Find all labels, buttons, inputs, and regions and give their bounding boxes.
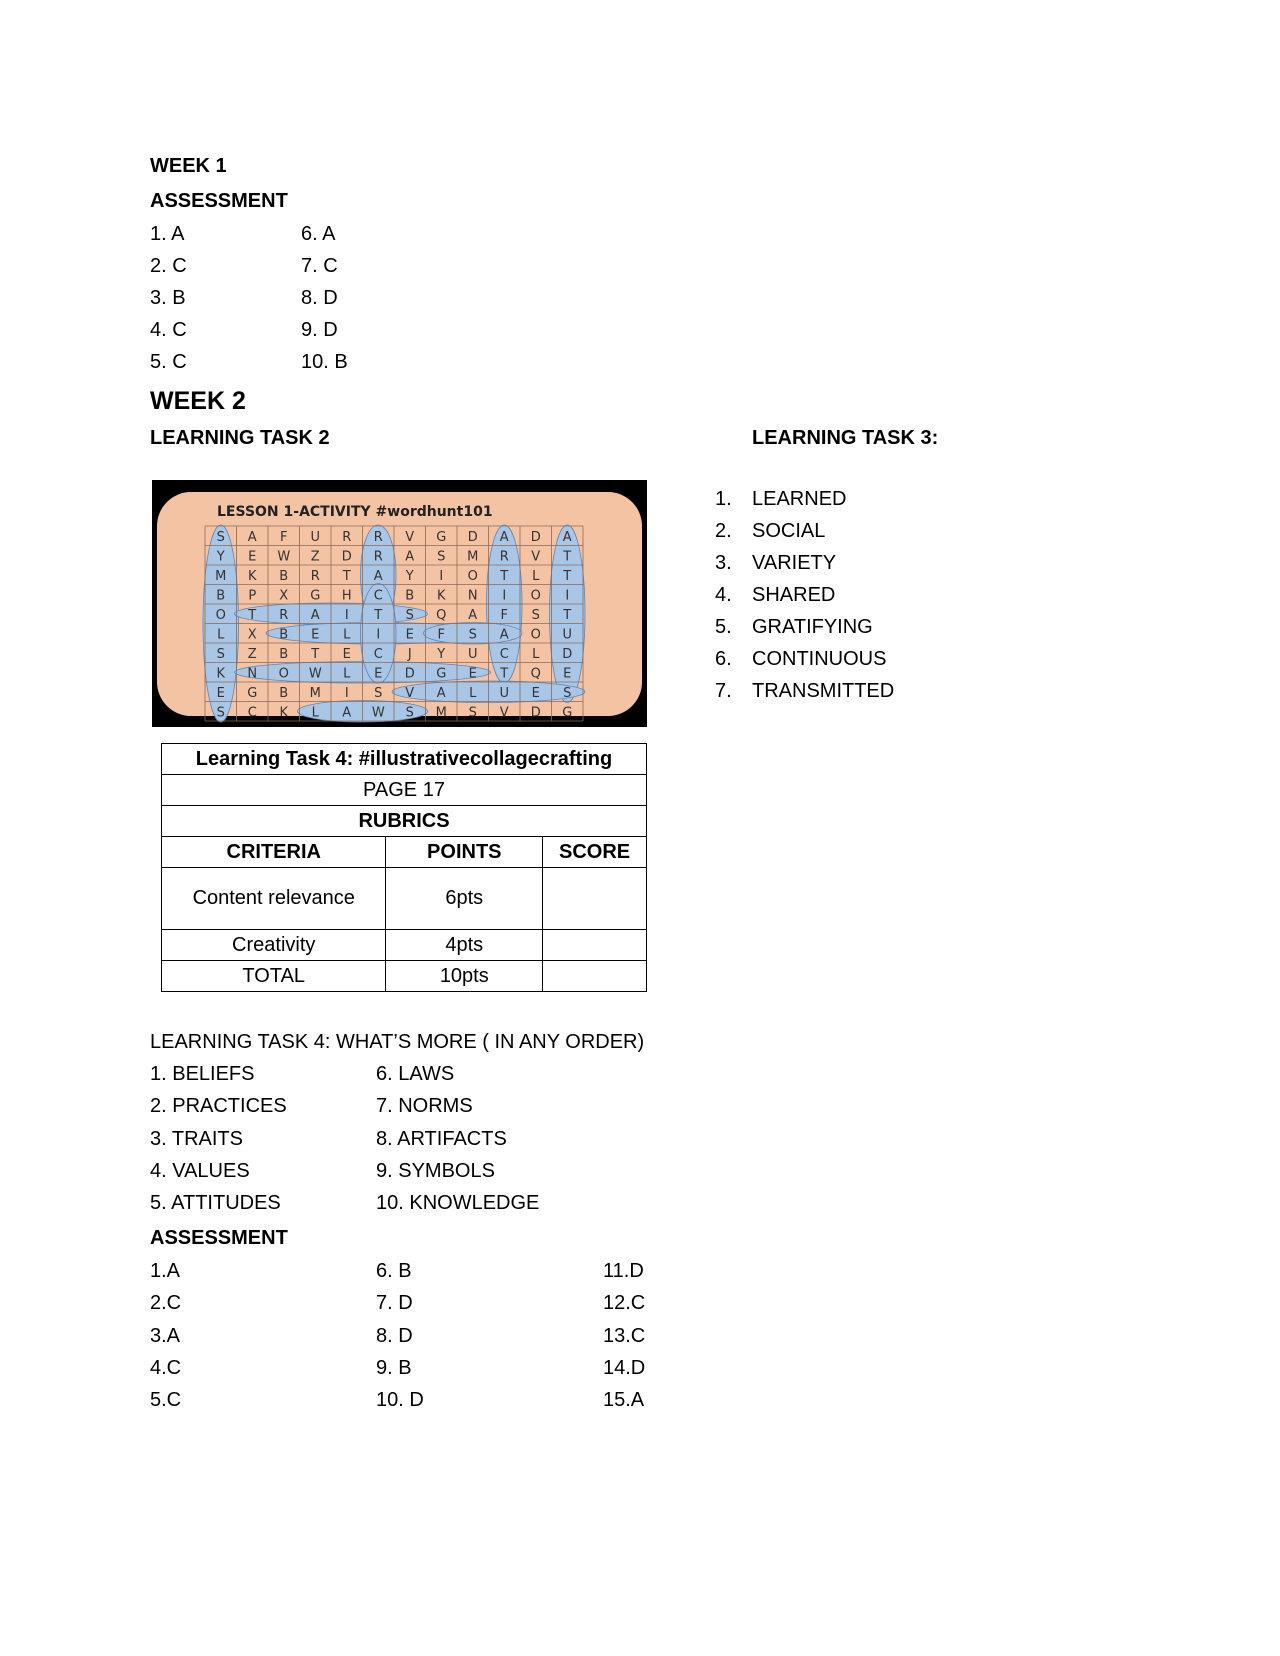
grid-letter: S <box>531 607 540 623</box>
list-value: GRATIFYING <box>752 616 873 638</box>
assessment-col1 <box>150 1255 181 1416</box>
grid-letter: M <box>435 705 447 721</box>
grid-letter: K <box>279 705 289 721</box>
grid-letter: T <box>311 646 320 662</box>
grid-letter: F <box>500 607 508 623</box>
grid-letter: E <box>374 666 383 682</box>
grid-letter: W <box>277 549 291 565</box>
list-item: 3. TRAITS <box>150 1127 243 1150</box>
grid-letter: L <box>469 685 477 701</box>
grid-letter: T <box>248 607 257 623</box>
list-number: 1. <box>715 488 732 510</box>
learning-task-2-heading: LEARNING TASK 2 <box>150 427 330 449</box>
grid-letter: X <box>279 588 289 604</box>
answer-item: 8. D <box>301 287 338 309</box>
grid-letter: A <box>468 607 478 623</box>
grid-letter: L <box>311 705 319 721</box>
week1-answers-col1 <box>150 218 187 378</box>
assessment-col3 <box>603 1255 645 1416</box>
grid-letter: T <box>563 607 572 623</box>
grid-letter: Q <box>530 666 541 682</box>
grid-letter: T <box>500 666 509 682</box>
grid-letter: I <box>502 588 507 604</box>
answer-item: 10. B <box>301 351 348 373</box>
answer-item: 13.C <box>603 1324 646 1347</box>
list-item: 7. NORMS <box>376 1095 473 1118</box>
whats-more-col2 <box>376 1058 539 1219</box>
header-score: SCORE <box>543 837 647 868</box>
answer-item: 11.D <box>603 1260 644 1282</box>
grid-letter: C <box>247 705 257 721</box>
grid-letter: Z <box>310 549 320 565</box>
answer-item: 3. B <box>150 287 186 309</box>
grid-letter: G <box>247 685 258 701</box>
rubric-table <box>161 743 647 992</box>
grid-letter: U <box>467 646 478 662</box>
answer-item: 8. D <box>376 1324 413 1347</box>
answer-item: 5. C <box>150 351 187 373</box>
grid-letter: V <box>405 685 415 701</box>
score-cell <box>543 930 647 961</box>
answer-item: 5.C <box>150 1389 182 1412</box>
assessment-col2 <box>376 1255 424 1416</box>
list-item: 10. KNOWLEDGE <box>376 1192 540 1215</box>
grid-letter: E <box>405 627 414 643</box>
points-cell: 6pts <box>386 868 543 930</box>
grid-letter: L <box>217 627 225 643</box>
grid-letter: C <box>499 646 509 662</box>
answer-item: 1.A <box>150 1260 181 1282</box>
list-item: 8. ARTIFACTS <box>376 1127 507 1150</box>
grid-letter: I <box>439 568 444 584</box>
grid-letter: M <box>467 549 479 565</box>
grid-letter: S <box>468 627 477 643</box>
score-cell <box>543 868 647 930</box>
grid-letter: N <box>247 666 258 682</box>
grid-letter: L <box>532 568 540 584</box>
grid-letter: D <box>562 646 573 662</box>
grid-letter: E <box>216 685 225 701</box>
points-cell: 10pts <box>386 961 543 992</box>
rubric-page: PAGE 17 <box>162 775 647 806</box>
header-criteria: CRITERIA <box>162 837 386 868</box>
answer-item: 4. C <box>150 319 187 341</box>
answer-item: 9. B <box>376 1356 412 1379</box>
week1-heading: WEEK 1 <box>150 155 227 177</box>
grid-letter: S <box>563 685 572 701</box>
rubric-title: Learning Task 4: #illustrativecollagecrafting <box>162 744 647 775</box>
grid-letter: A <box>562 529 572 545</box>
grid-letter: E <box>311 627 320 643</box>
grid-letter: L <box>532 646 540 662</box>
grid-letter: H <box>341 588 352 604</box>
list-value: TRANSMITTED <box>752 680 895 702</box>
grid-letter: A <box>373 568 383 584</box>
answer-item: 3.A <box>150 1324 181 1347</box>
grid-letter: S <box>216 646 225 662</box>
grid-letter: E <box>342 646 351 662</box>
grid-letter: M <box>309 685 321 701</box>
grid-letter: X <box>247 627 257 643</box>
grid-letter: E <box>531 685 540 701</box>
grid-letter: O <box>530 588 541 604</box>
grid-letter: Y <box>216 549 225 565</box>
grid-letter: U <box>562 627 573 643</box>
grid-letter: S <box>468 705 477 721</box>
list-number: 4. <box>715 584 732 606</box>
answer-item: 6. B <box>376 1260 412 1282</box>
list-number: 6. <box>715 648 732 670</box>
grid-letter: Y <box>405 568 414 584</box>
criteria-cell: Content relevance <box>162 868 386 930</box>
grid-letter: Q <box>436 607 447 623</box>
grid-letter: T <box>563 549 572 565</box>
list-item: 9. SYMBOLS <box>376 1159 495 1182</box>
grid-letter: I <box>344 607 349 623</box>
grid-letter: S <box>405 607 414 623</box>
table-row <box>162 868 647 930</box>
grid-letter: C <box>373 588 383 604</box>
answer-item: 2. C <box>150 255 187 277</box>
grid-letter: L <box>343 666 351 682</box>
answer-item: 7. D <box>376 1292 413 1315</box>
list-item: 4. VALUES <box>150 1159 250 1182</box>
grid-letter: G <box>562 705 573 721</box>
grid-letter: K <box>436 588 446 604</box>
grid-letter: T <box>500 568 509 584</box>
grid-letter: J <box>407 646 412 662</box>
grid-letter: I <box>344 685 349 701</box>
list-item: 1. BELIEFS <box>150 1063 255 1085</box>
grid-letter: B <box>279 685 289 701</box>
grid-letter: W <box>371 705 385 721</box>
word-search-title: LESSON 1-ACTIVITY #wordhunt101 <box>217 504 493 520</box>
grid-letter: R <box>310 568 320 584</box>
list-value: SOCIAL <box>752 520 826 542</box>
grid-letter: O <box>467 568 478 584</box>
grid-letter: C <box>373 646 383 662</box>
answer-item: 2.C <box>150 1292 182 1315</box>
grid-letter: R <box>373 549 383 565</box>
grid-letter: N <box>467 588 478 604</box>
grid-letter: T <box>374 607 383 623</box>
grid-letter: B <box>279 627 289 643</box>
grid-letter: K <box>216 666 226 682</box>
grid-letter: E <box>563 666 572 682</box>
rubric-subtitle: RUBRICS <box>162 806 647 837</box>
table-row <box>162 930 647 961</box>
answer-item: 10. D <box>376 1389 424 1412</box>
grid-letter: D <box>341 549 352 565</box>
answer-item: 4.C <box>150 1356 182 1379</box>
grid-letter: D <box>530 529 541 545</box>
grid-letter: U <box>310 529 321 545</box>
whats-more-heading: LEARNING TASK 4: WHAT’S MORE ( IN ANY ORDER) <box>150 1031 645 1053</box>
answer-item: 7. C <box>301 255 338 277</box>
score-cell <box>543 961 647 992</box>
grid-letter: B <box>279 646 289 662</box>
grid-letter: B <box>279 568 289 584</box>
week1-answers-col2 <box>301 218 348 378</box>
grid-letter: S <box>216 529 225 545</box>
grid-letter: A <box>499 529 509 545</box>
grid-letter: T <box>342 568 351 584</box>
grid-letter: G <box>436 529 447 545</box>
grid-letter: S <box>216 705 225 721</box>
list-item: 6. LAWS <box>376 1063 455 1085</box>
list-item: 5. ATTITUDES <box>150 1192 281 1215</box>
grid-letter: A <box>247 529 257 545</box>
grid-letter: B <box>216 588 226 604</box>
grid-letter: P <box>248 588 257 604</box>
grid-letter: W <box>308 666 322 682</box>
grid-letter: M <box>215 568 227 584</box>
grid-letter: F <box>437 627 445 643</box>
week2-assessment-heading: ASSESSMENT <box>150 1227 288 1249</box>
grid-letter: A <box>405 549 415 565</box>
answer-item: 12.C <box>603 1292 646 1315</box>
grid-letter: T <box>563 568 572 584</box>
learning-task-3-heading: LEARNING TASK 3: <box>752 427 939 449</box>
list-value: CONTINUOUS <box>752 648 887 670</box>
grid-letter: R <box>373 529 383 545</box>
grid-letter: O <box>530 627 541 643</box>
answer-item: 9. D <box>301 319 338 341</box>
grid-letter: S <box>437 549 446 565</box>
list-number: 3. <box>715 552 732 574</box>
week2-heading: WEEK 2 <box>150 387 246 415</box>
grid-letter: E <box>468 666 477 682</box>
grid-letter: Y <box>437 646 446 662</box>
grid-letter: R <box>279 607 289 623</box>
grid-letter: Z <box>247 646 257 662</box>
list-value: LEARNED <box>752 488 847 510</box>
answer-item: 1. A <box>150 223 185 245</box>
whats-more-col1 <box>150 1058 287 1219</box>
grid-letter: V <box>499 705 509 721</box>
criteria-cell: Creativity <box>162 930 386 961</box>
grid-letter: D <box>467 529 478 545</box>
grid-letter: F <box>280 529 288 545</box>
list-value: SHARED <box>752 584 836 606</box>
grid-letter: E <box>248 549 257 565</box>
grid-letter: A <box>310 607 320 623</box>
grid-letter: G <box>310 588 321 604</box>
grid-letter: U <box>499 685 510 701</box>
grid-letter: I <box>376 627 381 643</box>
answer-item: 15.A <box>603 1389 645 1412</box>
week1-assessment-heading: ASSESSMENT <box>150 190 288 212</box>
list-item: 2. PRACTICES <box>150 1095 287 1118</box>
points-cell: 4pts <box>386 930 543 961</box>
grid-letter: O <box>215 607 226 623</box>
grid-letter: D <box>530 705 541 721</box>
grid-letter: S <box>405 705 414 721</box>
list-value: VARIETY <box>752 552 837 574</box>
table-row <box>162 961 647 992</box>
grid-letter: I <box>565 588 570 604</box>
header-points: POINTS <box>386 837 543 868</box>
list-number: 2. <box>715 520 732 542</box>
grid-letter: D <box>404 666 415 682</box>
grid-letter: R <box>342 529 352 545</box>
grid-letter: K <box>247 568 257 584</box>
grid-letter: V <box>531 549 541 565</box>
grid-letter: R <box>499 549 509 565</box>
answer-item: 14.D <box>603 1356 646 1379</box>
list-number: 5. <box>715 616 732 638</box>
grid-letter: O <box>278 666 289 682</box>
grid-letter: S <box>374 685 383 701</box>
answer-item: 6. A <box>301 223 336 245</box>
list-number: 7. <box>715 680 732 702</box>
grid-letter: A <box>499 627 509 643</box>
grid-letter: L <box>343 627 351 643</box>
grid-letter: V <box>405 529 415 545</box>
grid-letter: G <box>436 666 447 682</box>
grid-letter: B <box>405 588 415 604</box>
grid-letter: A <box>436 685 446 701</box>
criteria-cell: TOTAL <box>162 961 386 992</box>
grid-letter: A <box>342 705 352 721</box>
word-search-image <box>152 480 647 727</box>
